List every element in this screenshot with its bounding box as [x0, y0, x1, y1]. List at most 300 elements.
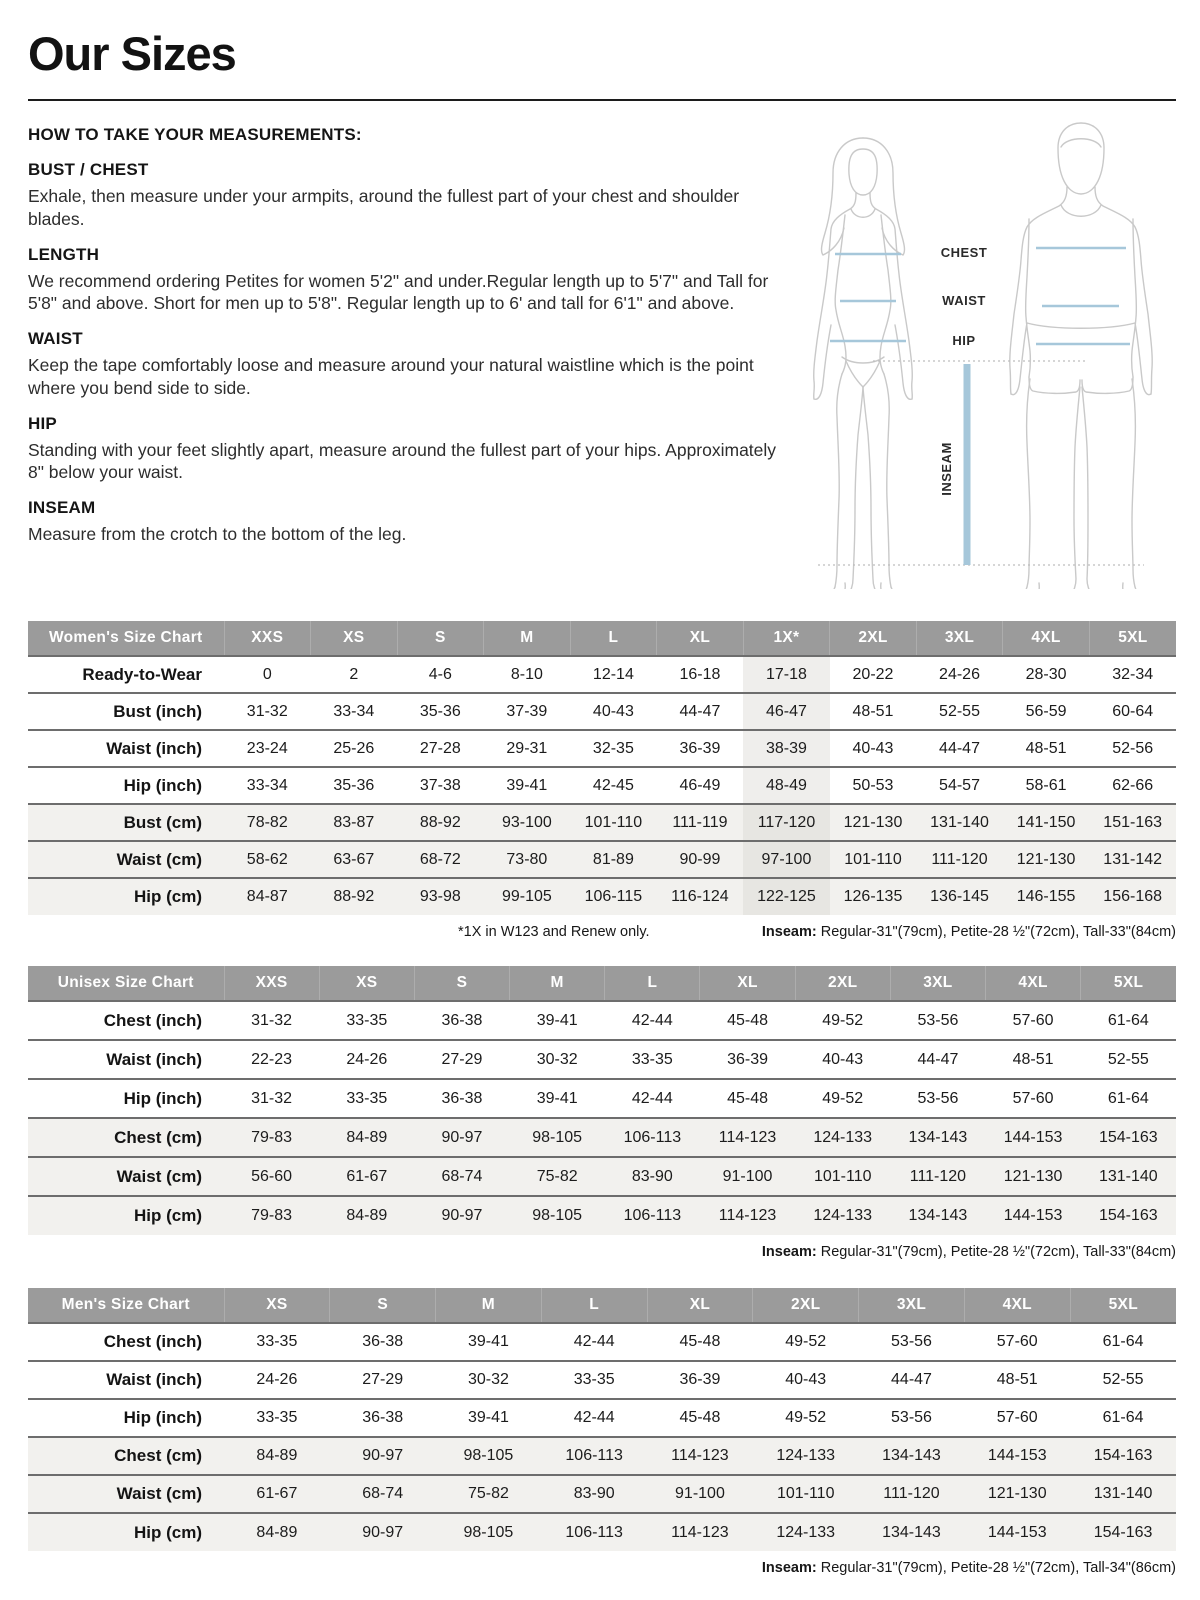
size-cell: 84-89 [224, 1437, 330, 1475]
size-cell: 33-35 [319, 1001, 414, 1040]
size-cell: 58-62 [224, 841, 311, 878]
size-cell: 33-35 [605, 1040, 700, 1079]
size-cell: 56-59 [1003, 693, 1090, 730]
mens-inseam-note [762, 1560, 1176, 1576]
column-header: 3XL [916, 621, 1003, 656]
row-label: Waist (inch) [28, 1361, 224, 1399]
size-cell: 42-45 [570, 767, 657, 804]
row-label: Chest (inch) [28, 1001, 224, 1040]
row-label: Waist (cm) [28, 841, 224, 878]
size-cell: 131-140 [1070, 1475, 1176, 1513]
size-cell: 52-55 [1081, 1040, 1176, 1079]
section-bust-chest [28, 160, 780, 231]
size-cell: 29-31 [484, 730, 571, 767]
row-label: Hip (inch) [28, 1399, 224, 1437]
size-cell: 106-115 [570, 878, 657, 915]
size-cell: 4-6 [397, 656, 484, 693]
size-cell: 57-60 [964, 1323, 1070, 1361]
size-cell: 40-43 [795, 1040, 890, 1079]
womens-size-table [28, 621, 1176, 915]
size-cell: 61-64 [1081, 1001, 1176, 1040]
size-cell: 131-142 [1089, 841, 1176, 878]
size-cell: 36-38 [414, 1001, 509, 1040]
size-cell: 36-38 [414, 1079, 509, 1118]
size-cell: 50-53 [830, 767, 917, 804]
size-cell: 121-130 [964, 1475, 1070, 1513]
table-row [28, 1323, 1176, 1361]
column-header: 5XL [1081, 966, 1176, 1001]
size-cell: 46-49 [657, 767, 744, 804]
size-cell: 33-35 [319, 1079, 414, 1118]
size-cell: 75-82 [436, 1475, 542, 1513]
column-header: XS [311, 621, 398, 656]
column-header: XXS [224, 966, 319, 1001]
table-row [28, 1118, 1176, 1157]
title-divider [28, 99, 1176, 101]
size-cell: 134-143 [890, 1118, 985, 1157]
table-row [28, 730, 1176, 767]
size-cell: 45-48 [647, 1399, 753, 1437]
column-header: M [510, 966, 605, 1001]
column-header: 2XL [795, 966, 890, 1001]
table-row [28, 1079, 1176, 1118]
size-cell: 53-56 [890, 1079, 985, 1118]
section-title: BUST / CHEST [28, 160, 149, 179]
inseam-label: INSEAM [939, 442, 954, 496]
size-cell: 39-41 [510, 1079, 605, 1118]
size-cell: 42-44 [605, 1079, 700, 1118]
column-header: 3XL [890, 966, 985, 1001]
size-cell: 31-32 [224, 693, 311, 730]
size-cell: 24-26 [319, 1040, 414, 1079]
table-row [28, 1196, 1176, 1235]
column-header: S [414, 966, 509, 1001]
size-cell: 124-133 [795, 1196, 890, 1235]
column-header: XL [657, 621, 744, 656]
size-cell: 122-125 [743, 878, 830, 915]
womens-1x-note: *1X in W123 and Renew only. [458, 924, 650, 940]
size-cell: 39-41 [484, 767, 571, 804]
size-cell: 33-35 [224, 1399, 330, 1437]
size-cell: 111-120 [890, 1157, 985, 1196]
size-cell: 154-163 [1070, 1437, 1176, 1475]
size-cell: 111-120 [859, 1475, 965, 1513]
size-cell: 36-39 [647, 1361, 753, 1399]
size-cell: 49-52 [795, 1079, 890, 1118]
size-cell: 52-55 [916, 693, 1003, 730]
size-cell: 91-100 [700, 1157, 795, 1196]
size-cell: 106-113 [605, 1196, 700, 1235]
size-cell: 56-60 [224, 1157, 319, 1196]
size-cell: 30-32 [510, 1040, 605, 1079]
size-cell: 106-113 [541, 1513, 647, 1551]
size-cell: 121-130 [830, 804, 917, 841]
size-cell: 93-98 [397, 878, 484, 915]
column-header: XL [700, 966, 795, 1001]
size-cell: 61-67 [319, 1157, 414, 1196]
size-cell: 63-67 [311, 841, 398, 878]
row-label: Waist (cm) [28, 1157, 224, 1196]
size-cell: 49-52 [795, 1001, 890, 1040]
unisex-size-table [28, 966, 1176, 1235]
size-cell: 53-56 [890, 1001, 985, 1040]
size-cell: 98-105 [510, 1196, 605, 1235]
size-cell: 46-47 [743, 693, 830, 730]
section-title: WAIST [28, 329, 83, 348]
hip-label: HIP [952, 333, 976, 348]
size-cell: 121-130 [1003, 841, 1090, 878]
size-cell: 114-123 [700, 1118, 795, 1157]
column-header: 5XL [1070, 1288, 1176, 1323]
column-header: 3XL [859, 1288, 965, 1323]
size-cell: 44-47 [916, 730, 1003, 767]
size-cell: 154-163 [1081, 1196, 1176, 1235]
size-cell: 93-100 [484, 804, 571, 841]
size-cell: 8-10 [484, 656, 571, 693]
size-cell: 23-24 [224, 730, 311, 767]
table-row [28, 841, 1176, 878]
size-cell: 61-64 [1081, 1079, 1176, 1118]
size-cell: 27-29 [330, 1361, 436, 1399]
size-cell: 84-89 [319, 1118, 414, 1157]
size-cell: 24-26 [224, 1361, 330, 1399]
size-cell: 0 [224, 656, 311, 693]
column-header: XXS [224, 621, 311, 656]
size-cell: 45-48 [700, 1001, 795, 1040]
instructions-heading: HOW TO TAKE YOUR MEASUREMENTS: [28, 125, 362, 144]
column-header: L [541, 1288, 647, 1323]
size-cell: 68-74 [330, 1475, 436, 1513]
mens-footnote [28, 1560, 1176, 1576]
table-row [28, 1475, 1176, 1513]
size-cell: 81-89 [570, 841, 657, 878]
size-cell: 52-56 [1089, 730, 1176, 767]
row-label: Bust (cm) [28, 804, 224, 841]
table-row [28, 1437, 1176, 1475]
womens-footnote [28, 924, 1176, 940]
size-cell: 40-43 [830, 730, 917, 767]
size-cell: 75-82 [510, 1157, 605, 1196]
size-cell: 48-51 [1003, 730, 1090, 767]
size-cell: 134-143 [859, 1437, 965, 1475]
size-cell: 131-140 [916, 804, 1003, 841]
male-figure [1010, 123, 1152, 589]
size-cell: 90-99 [657, 841, 744, 878]
size-cell: 84-89 [224, 1513, 330, 1551]
table-row [28, 878, 1176, 915]
size-cell: 2 [311, 656, 398, 693]
size-cell: 12-14 [570, 656, 657, 693]
size-cell: 35-36 [397, 693, 484, 730]
size-cell: 27-28 [397, 730, 484, 767]
size-cell: 57-60 [964, 1399, 1070, 1437]
size-cell: 111-120 [916, 841, 1003, 878]
size-cell: 61-64 [1070, 1399, 1176, 1437]
female-figure [814, 138, 913, 589]
column-header: 5XL [1089, 621, 1176, 656]
size-cell: 98-105 [436, 1513, 542, 1551]
section-title: LENGTH [28, 244, 100, 264]
size-cell: 36-39 [657, 730, 744, 767]
row-label: Chest (cm) [28, 1118, 224, 1157]
waist-label: WAIST [942, 293, 986, 308]
size-cell: 124-133 [753, 1513, 859, 1551]
size-cell: 22-23 [224, 1040, 319, 1079]
chest-label: CHEST [940, 245, 988, 260]
size-cell: 90-97 [414, 1118, 509, 1157]
size-cell: 62-66 [1089, 767, 1176, 804]
size-cell: 101-110 [795, 1157, 890, 1196]
size-cell: 44-47 [859, 1361, 965, 1399]
womens-size-chart-block [28, 621, 1176, 940]
section-title: HIP [28, 413, 57, 433]
size-cell: 39-41 [436, 1399, 542, 1437]
size-cell: 49-52 [753, 1399, 859, 1437]
size-cell: 57-60 [986, 1001, 1081, 1040]
size-cell: 48-51 [830, 693, 917, 730]
section-title: INSEAM [28, 498, 96, 517]
mens-size-chart-block [28, 1288, 1176, 1576]
size-cell: 25-26 [311, 730, 398, 767]
column-header: S [330, 1288, 436, 1323]
size-cell: 156-168 [1089, 878, 1176, 915]
size-cell: 88-92 [311, 878, 398, 915]
table-title: Men's Size Chart [28, 1288, 224, 1323]
size-cell: 28-30 [1003, 656, 1090, 693]
inseam-note-text: Regular-31"(79cm), Petite-28 ½"(72cm), Tall-33"(84cm) [816, 924, 1176, 940]
size-cell: 49-52 [753, 1323, 859, 1361]
size-cell: 17-18 [743, 656, 830, 693]
size-cell: 42-44 [605, 1001, 700, 1040]
row-label: Hip (cm) [28, 1513, 224, 1551]
table-row [28, 804, 1176, 841]
inseam-note-text: Regular-31"(79cm), Petite-28 ½"(72cm), Tall-33"(84cm) [816, 1244, 1176, 1260]
size-cell: 31-32 [224, 1079, 319, 1118]
size-cell: 36-39 [700, 1040, 795, 1079]
table-title: Women's Size Chart [28, 621, 224, 656]
size-cell: 48-51 [986, 1040, 1081, 1079]
size-cell: 45-48 [700, 1079, 795, 1118]
size-cell: 124-133 [753, 1437, 859, 1475]
column-header: 4XL [1003, 621, 1090, 656]
column-header: 4XL [964, 1288, 1070, 1323]
row-label: Chest (cm) [28, 1437, 224, 1475]
size-cell: 24-26 [916, 656, 1003, 693]
size-cell: 111-119 [657, 804, 744, 841]
section-body: Standing with your feet slightly apart, measure around the fullest part of your hips. Approximately 8" below your waist. [28, 439, 777, 483]
size-cell: 36-38 [330, 1399, 436, 1437]
size-cell: 97-100 [743, 841, 830, 878]
size-cell: 36-38 [330, 1323, 436, 1361]
size-cell: 40-43 [570, 693, 657, 730]
column-header: XL [647, 1288, 753, 1323]
size-cell: 16-18 [657, 656, 744, 693]
mens-size-table [28, 1288, 1176, 1551]
size-cell: 144-153 [986, 1118, 1081, 1157]
size-cell: 90-97 [414, 1196, 509, 1235]
size-cell: 141-150 [1003, 804, 1090, 841]
size-cell: 53-56 [859, 1399, 965, 1437]
size-cell: 68-74 [414, 1157, 509, 1196]
size-cell: 84-87 [224, 878, 311, 915]
size-cell: 84-89 [319, 1196, 414, 1235]
size-cell: 44-47 [657, 693, 744, 730]
row-label: Hip (inch) [28, 767, 224, 804]
size-cell: 31-32 [224, 1001, 319, 1040]
size-cell: 33-35 [224, 1323, 330, 1361]
table-row [28, 1513, 1176, 1551]
size-cell: 45-48 [647, 1323, 753, 1361]
size-cell: 57-60 [986, 1079, 1081, 1118]
size-cell: 54-57 [916, 767, 1003, 804]
size-cell: 106-113 [605, 1118, 700, 1157]
table-row [28, 693, 1176, 730]
size-cell: 144-153 [964, 1437, 1070, 1475]
intro-section [28, 125, 1176, 595]
column-header: 2XL [753, 1288, 859, 1323]
size-cell: 83-90 [605, 1157, 700, 1196]
size-cell: 114-123 [700, 1196, 795, 1235]
size-cell: 68-72 [397, 841, 484, 878]
table-row [28, 1157, 1176, 1196]
size-cell: 151-163 [1089, 804, 1176, 841]
size-cell: 61-64 [1070, 1323, 1176, 1361]
column-header: XS [224, 1288, 330, 1323]
row-label: Waist (inch) [28, 1040, 224, 1079]
row-label: Chest (inch) [28, 1323, 224, 1361]
unisex-footnote [28, 1244, 1176, 1260]
size-cell: 33-35 [541, 1361, 647, 1399]
size-cell: 154-163 [1070, 1513, 1176, 1551]
size-cell: 144-153 [986, 1196, 1081, 1235]
size-cell: 134-143 [859, 1513, 965, 1551]
size-cell: 32-35 [570, 730, 657, 767]
column-header: 1X* [743, 621, 830, 656]
size-cell: 101-110 [570, 804, 657, 841]
size-cell: 146-155 [1003, 878, 1090, 915]
unisex-size-chart-block [28, 966, 1176, 1260]
section-inseam [28, 498, 780, 546]
size-cell: 52-55 [1070, 1361, 1176, 1399]
inseam-note-text: Regular-31"(79cm), Petite-28 ½"(72cm), Tall-34"(86cm) [816, 1560, 1176, 1576]
row-label: Waist (inch) [28, 730, 224, 767]
size-cell: 121-130 [986, 1157, 1081, 1196]
size-cell: 37-38 [397, 767, 484, 804]
size-cell: 134-143 [890, 1196, 985, 1235]
size-cell: 37-39 [484, 693, 571, 730]
row-label: Hip (cm) [28, 878, 224, 915]
size-cell: 73-80 [484, 841, 571, 878]
row-label: Ready-to-Wear [28, 656, 224, 693]
body-measurement-diagram [768, 117, 1168, 589]
size-cell: 61-67 [224, 1475, 330, 1513]
unisex-inseam-note [762, 1244, 1176, 1260]
size-cell: 114-123 [647, 1513, 753, 1551]
size-cell: 32-34 [1089, 656, 1176, 693]
section-body: We recommend ordering Petites for women 5'2" and under.Regular length up to 5'7" and Tall for 5'8" and above. Short for men up to 5'8". Regular length up to 6' and tall for 6'1" and above. [28, 270, 769, 314]
column-header: M [436, 1288, 542, 1323]
size-cell: 114-123 [647, 1437, 753, 1475]
section-body: Keep the tape comfortably loose and measure around your natural waistline which is the point where you bend side to side. [28, 355, 754, 398]
column-header: 4XL [986, 966, 1081, 1001]
column-header: XS [319, 966, 414, 1001]
womens-inseam-note [762, 924, 1176, 940]
table-row [28, 656, 1176, 693]
column-header: L [570, 621, 657, 656]
size-cell: 58-61 [1003, 767, 1090, 804]
size-cell: 44-47 [890, 1040, 985, 1079]
page-title: Our Sizes [28, 27, 236, 80]
column-header: M [484, 621, 571, 656]
size-cell: 48-51 [964, 1361, 1070, 1399]
size-cell: 154-163 [1081, 1118, 1176, 1157]
section-body: Exhale, then measure under your armpits, around the fullest part of your chest and shoulder blades. [28, 186, 740, 229]
size-cell: 79-83 [224, 1196, 319, 1235]
size-cell: 33-34 [311, 693, 398, 730]
size-cell: 60-64 [1089, 693, 1176, 730]
size-cell: 126-135 [830, 878, 917, 915]
row-label: Hip (cm) [28, 1196, 224, 1235]
table-row [28, 1399, 1176, 1437]
size-cell: 98-105 [510, 1118, 605, 1157]
column-header: L [605, 966, 700, 1001]
size-cell: 99-105 [484, 878, 571, 915]
size-cell: 124-133 [795, 1118, 890, 1157]
size-cell: 27-29 [414, 1040, 509, 1079]
section-length [28, 245, 780, 316]
table-row [28, 767, 1176, 804]
row-label: Waist (cm) [28, 1475, 224, 1513]
column-header: 2XL [830, 621, 917, 656]
size-cell: 91-100 [647, 1475, 753, 1513]
size-cell: 116-124 [657, 878, 744, 915]
size-cell: 53-56 [859, 1323, 965, 1361]
size-cell: 101-110 [753, 1475, 859, 1513]
size-cell: 33-34 [224, 767, 311, 804]
table-title: Unisex Size Chart [28, 966, 224, 1001]
size-cell: 38-39 [743, 730, 830, 767]
section-hip [28, 414, 780, 485]
size-cell: 42-44 [541, 1323, 647, 1361]
size-cell: 39-41 [510, 1001, 605, 1040]
size-cell: 144-153 [964, 1513, 1070, 1551]
section-body: Measure from the crotch to the bottom of the leg. [28, 524, 407, 544]
size-cell: 40-43 [753, 1361, 859, 1399]
size-cell: 78-82 [224, 804, 311, 841]
inseam-note-label: Inseam: [761, 1560, 817, 1576]
size-cell: 117-120 [743, 804, 830, 841]
size-cell: 30-32 [436, 1361, 542, 1399]
row-label: Bust (inch) [28, 693, 224, 730]
size-cell: 20-22 [830, 656, 917, 693]
inseam-note-label: Inseam: [761, 924, 817, 940]
inseam-note-label: Inseam: [761, 1244, 817, 1260]
size-cell: 90-97 [330, 1513, 436, 1551]
size-cell: 48-49 [743, 767, 830, 804]
size-cell: 83-87 [311, 804, 398, 841]
size-cell: 106-113 [541, 1437, 647, 1475]
size-cell: 131-140 [1081, 1157, 1176, 1196]
size-cell: 83-90 [541, 1475, 647, 1513]
size-cell: 136-145 [916, 878, 1003, 915]
table-row [28, 1040, 1176, 1079]
measurement-instructions [28, 125, 780, 546]
table-row [28, 1361, 1176, 1399]
column-header: S [397, 621, 484, 656]
row-label: Hip (inch) [28, 1079, 224, 1118]
size-cell: 101-110 [830, 841, 917, 878]
size-cell: 98-105 [436, 1437, 542, 1475]
